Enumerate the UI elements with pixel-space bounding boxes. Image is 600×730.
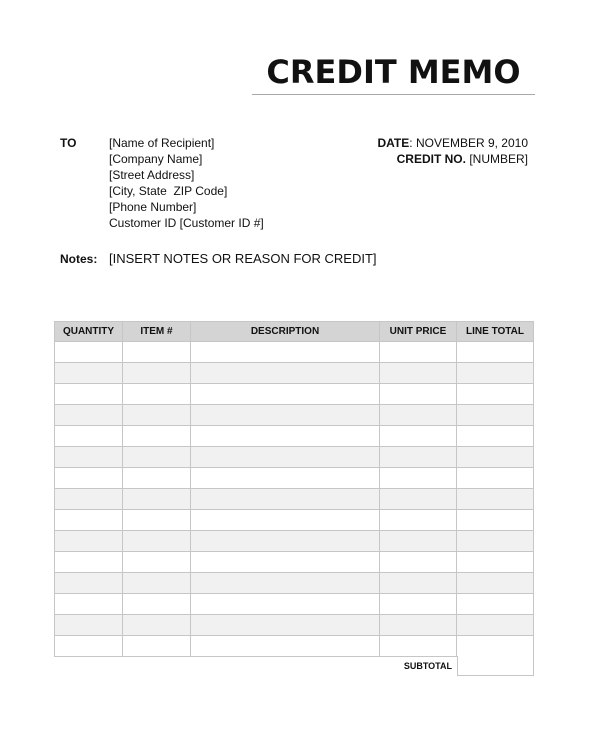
table-body — [55, 342, 534, 657]
title-underline — [252, 94, 535, 95]
cell-quantity[interactable] — [55, 552, 123, 573]
cell-unit-price[interactable] — [380, 531, 457, 552]
cell-quantity[interactable] — [55, 468, 123, 489]
cell-line-total[interactable] — [457, 636, 534, 657]
table-row — [55, 636, 534, 657]
cell-unit-price[interactable] — [380, 573, 457, 594]
table-row — [55, 510, 534, 531]
cell-line-total[interactable] — [457, 489, 534, 510]
notes-text: [INSERT NOTES OR REASON FOR CREDIT] — [109, 251, 377, 266]
cell-description[interactable] — [191, 489, 380, 510]
column-header-item: ITEM # — [123, 322, 191, 342]
column-header-quantity: QUANTITY — [55, 322, 123, 342]
cell-unit-price[interactable] — [380, 363, 457, 384]
cell-description[interactable] — [191, 405, 380, 426]
table-row — [55, 468, 534, 489]
table-header-row — [55, 322, 534, 342]
cell-item[interactable] — [123, 363, 191, 384]
cell-description[interactable] — [191, 426, 380, 447]
credit-number-label: CREDIT NO. — [396, 152, 466, 166]
cell-line-total[interactable] — [457, 468, 534, 489]
cell-line-total[interactable] — [457, 594, 534, 615]
cell-description[interactable] — [191, 573, 380, 594]
table-row — [55, 615, 534, 636]
cell-quantity[interactable] — [55, 363, 123, 384]
table-row — [55, 573, 534, 594]
table-row — [55, 426, 534, 447]
cell-description[interactable] — [191, 510, 380, 531]
cell-quantity[interactable] — [55, 342, 123, 363]
recipient-name: [Name of Recipient] — [109, 136, 215, 150]
table-row — [55, 384, 534, 405]
cell-unit-price[interactable] — [380, 342, 457, 363]
cell-line-total[interactable] — [457, 510, 534, 531]
to-label: TO — [60, 136, 77, 150]
recipient-street: [Street Address] — [109, 168, 195, 182]
cell-item[interactable] — [123, 615, 191, 636]
cell-item[interactable] — [123, 510, 191, 531]
cell-unit-price[interactable] — [380, 468, 457, 489]
cell-quantity[interactable] — [55, 594, 123, 615]
cell-quantity[interactable] — [55, 510, 123, 531]
cell-unit-price[interactable] — [380, 384, 457, 405]
table-row — [55, 531, 534, 552]
cell-unit-price[interactable] — [380, 636, 457, 657]
cell-unit-price[interactable] — [380, 426, 457, 447]
cell-description[interactable] — [191, 342, 380, 363]
cell-line-total[interactable] — [457, 531, 534, 552]
table-row — [55, 363, 534, 384]
cell-quantity[interactable] — [55, 636, 123, 657]
table-row — [55, 594, 534, 615]
date-label: DATE — [377, 136, 410, 150]
recipient-city-state-zip: [City, State ZIP Code] — [109, 184, 228, 198]
cell-line-total[interactable] — [457, 426, 534, 447]
cell-description[interactable] — [191, 594, 380, 615]
cell-item[interactable] — [123, 552, 191, 573]
cell-quantity[interactable] — [55, 489, 123, 510]
cell-description[interactable] — [191, 615, 380, 636]
cell-quantity[interactable] — [55, 573, 123, 594]
column-header-line-total: LINE TOTAL — [457, 322, 534, 342]
cell-description[interactable] — [191, 552, 380, 573]
subtotal-label: SUBTOTAL — [403, 661, 452, 671]
table-row — [55, 405, 534, 426]
line-items-table — [54, 321, 534, 657]
cell-quantity[interactable] — [55, 405, 123, 426]
subtotal-value-cell[interactable] — [457, 656, 534, 676]
recipient-company: [Company Name] — [109, 152, 203, 166]
credit-number-line — [377, 151, 528, 167]
table-row — [55, 552, 534, 573]
cell-line-total[interactable] — [457, 363, 534, 384]
cell-line-total[interactable] — [457, 552, 534, 573]
memo-meta — [377, 135, 528, 167]
page-title: CREDIT MEMO — [266, 53, 521, 91]
cell-item[interactable] — [123, 531, 191, 552]
column-header-unit-price: UNIT PRICE — [380, 322, 457, 342]
cell-quantity[interactable] — [55, 447, 123, 468]
cell-item[interactable] — [123, 342, 191, 363]
cell-description[interactable] — [191, 363, 380, 384]
cell-line-total[interactable] — [457, 405, 534, 426]
cell-description[interactable] — [191, 468, 380, 489]
cell-item[interactable] — [123, 405, 191, 426]
cell-item[interactable] — [123, 594, 191, 615]
cell-item[interactable] — [123, 489, 191, 510]
recipient-block — [109, 135, 264, 231]
cell-unit-price[interactable] — [380, 489, 457, 510]
cell-unit-price[interactable] — [380, 510, 457, 531]
cell-description[interactable] — [191, 531, 380, 552]
cell-item[interactable] — [123, 426, 191, 447]
cell-unit-price[interactable] — [380, 447, 457, 468]
cell-item[interactable] — [123, 636, 191, 657]
cell-unit-price[interactable] — [380, 552, 457, 573]
cell-line-total[interactable] — [457, 384, 534, 405]
cell-line-total[interactable] — [457, 447, 534, 468]
cell-line-total[interactable] — [457, 615, 534, 636]
cell-item[interactable] — [123, 384, 191, 405]
cell-item[interactable] — [123, 573, 191, 594]
column-header-description: DESCRIPTION — [191, 322, 380, 342]
date-line: DATE: NOVEMBER 9, 2010 — [377, 136, 528, 150]
cell-description[interactable] — [191, 636, 380, 657]
cell-unit-price[interactable] — [380, 594, 457, 615]
date-value: NOVEMBER 9, 2010 — [415, 136, 528, 150]
cell-quantity[interactable] — [55, 531, 123, 552]
cell-unit-price[interactable] — [380, 615, 457, 636]
cell-quantity[interactable] — [55, 426, 123, 447]
table-row — [55, 489, 534, 510]
table-row — [55, 342, 534, 363]
recipient-customer-id: Customer ID [Customer ID #] — [109, 216, 264, 230]
cell-unit-price[interactable] — [380, 405, 457, 426]
cell-quantity[interactable] — [55, 615, 123, 636]
notes-label: Notes: — [60, 252, 98, 266]
cell-item[interactable] — [123, 468, 191, 489]
cell-quantity[interactable] — [55, 384, 123, 405]
cell-description[interactable] — [191, 384, 380, 405]
cell-line-total[interactable] — [457, 342, 534, 363]
credit-number-value: [NUMBER] — [469, 152, 528, 166]
recipient-phone: [Phone Number] — [109, 200, 197, 214]
table-row — [55, 447, 534, 468]
cell-description[interactable] — [191, 447, 380, 468]
cell-item[interactable] — [123, 447, 191, 468]
cell-line-total[interactable] — [457, 573, 534, 594]
